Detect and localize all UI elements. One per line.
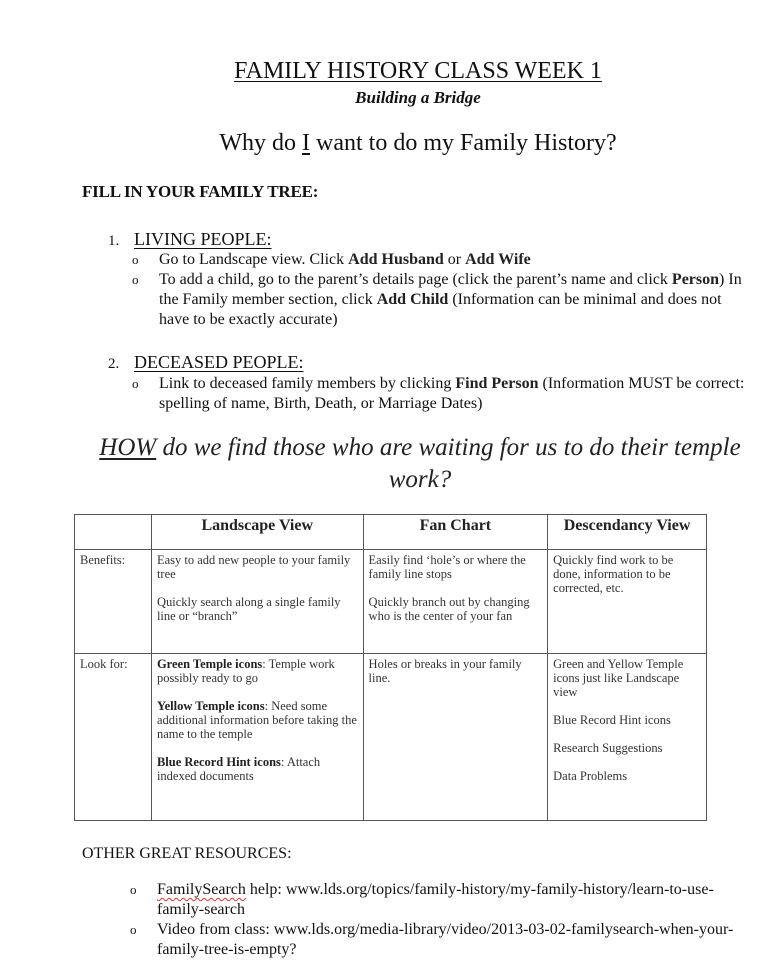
bold-text: Add Child [376,291,449,308]
table-cell [363,654,548,821]
text: Green and Yellow Temple icons just like Landscape view [553,657,684,699]
header-empty [75,515,152,550]
resource-item-video [130,920,760,960]
text: (Information MUST be correct: spelling of name, Birth, Death, or Marriage Dates) [159,375,745,412]
bullet-item [132,270,752,330]
table-cell [548,654,707,821]
section-number: 1. [108,233,120,249]
question-pre: Why do [219,130,302,156]
bullet-icon: o [130,922,137,937]
section-deceased-people [108,352,304,373]
text: Quickly branch out by changing who is the center of your fan [368,595,530,623]
text: : Attach indexed documents [156,755,321,783]
bold-text: Yellow Temple icons [156,699,265,713]
text: (Information can be minimal and does not have to be exactly accurate) [159,291,722,328]
bold-text: Find Person [455,375,539,392]
section-living-people [108,229,272,250]
row-label: Look for: [75,654,152,821]
paragraph-gap [553,727,701,741]
section-number: 2. [108,356,120,372]
table-cell [151,550,363,654]
text: Data Problems [553,769,628,783]
cell-paragraph [369,595,543,623]
resource-link-text[interactable]: Video from class: www.lds.org/media-library/video/2013-03-02-familysearch-when-your-family-tree-is-empty? [157,921,734,958]
text: Blue Record Hint icons [553,713,671,727]
bold-text: Add Wife [465,251,531,268]
header-descendancy-view: Descendancy View [548,515,707,550]
cell-paragraph [553,657,701,699]
text: Holes or breaks in your family line. [368,657,522,685]
cell-paragraph [553,769,701,783]
bullet-icon: o [132,376,139,391]
deceased-people-bullets [132,374,752,414]
paragraph-gap [157,581,358,595]
text: Link to deceased family members by clicking [159,375,456,392]
text: Research Suggestions [553,741,663,755]
text: : Temple work possibly ready to go [156,657,335,685]
fill-tree-heading: FILL IN YOUR FAMILY TREE: [82,182,319,201]
cell-paragraph [553,713,701,727]
cell-paragraph [553,741,701,755]
text: To add a child, go to the parent’s details page (click the parent’s name and click [159,271,672,288]
paragraph-gap [553,755,701,769]
resources-heading: OTHER GREAT RESOURCES: [82,845,292,862]
text: : Need some additional information before taking the name to the temple [156,699,357,741]
question-emphasis: I [302,130,310,156]
paragraph-gap [157,741,358,755]
cell-paragraph [157,595,358,623]
table-row [75,654,707,821]
table-header-row [75,515,707,550]
bullet-icon: o [130,882,137,897]
how-rest: do we find those who are waiting for us to do their temple work? [156,434,741,493]
header-fan-chart: Fan Chart [363,515,548,550]
table-row [75,550,707,654]
cell-paragraph [553,553,701,595]
paragraph-gap [553,699,701,713]
bullet-icon: o [132,252,139,267]
text: or [443,251,466,268]
resource-item-familysearch [130,880,760,920]
cell-paragraph [369,657,543,685]
bullet-item [132,250,752,270]
table-cell [548,550,707,654]
table-cell [151,654,363,821]
bullet-icon: o [132,272,139,287]
question-post: want to do my Family History? [310,130,617,156]
cell-paragraph [157,553,358,581]
how-heading [70,432,768,496]
title-text: FAMILY HISTORY CLASS WEEK 1 [234,58,602,84]
header-landscape-view: Landscape View [151,515,363,550]
bold-text: Person [671,271,720,288]
text: Easily find ‘hole’s or where the family line stops [368,553,526,581]
text: ) In the Family member section, click [159,271,742,308]
text: Quickly search along a single family line or “branch” [156,595,341,623]
resource-link-text[interactable]: help: www.lds.org/topics/family-history/my-family-history/learn-to-use-family-search [157,881,714,918]
bullet-item [132,374,752,414]
views-comparison-table [74,514,707,821]
bold-text: Add Husband [348,251,444,268]
cell-paragraph [157,755,358,783]
bold-text: Blue Record Hint icons [156,755,281,769]
familysearch-name: FamilySearch [157,881,246,898]
resources-list [130,880,760,960]
bold-text: Green Temple icons [156,657,263,671]
main-question [0,130,768,157]
cell-paragraph [157,657,358,685]
document-subtitle: Building a Bridge [355,88,481,107]
section-label: LIVING PEOPLE: [134,229,272,249]
table-cell [363,550,548,654]
cell-paragraph [369,553,543,581]
living-people-bullets [132,250,752,330]
row-label: Benefits: [75,550,152,654]
text: Easy to add new people to your family tree [156,553,351,581]
paragraph-gap [157,685,358,699]
text: Go to Landscape view. Click [159,251,349,268]
paragraph-gap [369,581,543,595]
how-emphasis: HOW [99,434,157,461]
cell-paragraph [157,699,358,741]
section-label: DECEASED PEOPLE: [134,352,304,372]
document-title [0,58,768,85]
text: Quickly find work to be done, information to be corrected, etc. [553,553,674,595]
